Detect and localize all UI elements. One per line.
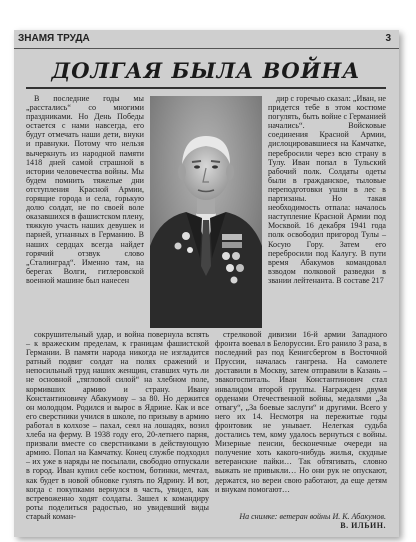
photo-caption: На снимке: ветеран войны И. К. Абакумов.	[239, 512, 386, 521]
article-author: В. ИЛЬИН.	[340, 521, 386, 530]
article-column-bottom-left	[26, 330, 209, 532]
veteran-portrait-image	[150, 96, 262, 328]
title-divider	[26, 87, 386, 89]
article-paragraph: сокрушительный удар, и война повернула вспять – к вражеским пределам, к границам фашистской Германии. В памяти народа никогда не изгладится ратный подвиг солдат на полях сражений и непосильный труд наших женщин, ставших чуть ли не основной „тягловой силой“ на хлебном поле, кормивших армию и страну. Ивану Константиновичу Абакумову – за 80. Но держится он молодцом. Родился и вырос в Ядрине. Как и все его сверстники учился в школе, по призыву в армию работал в колхозе – пахал, сеял на лошадях, возил хлеба на ферму. В 1938 году его, 20-летнего парня, призвали вместе со сверстниками в действующую армию. Попал на Камчатку. Конец службе подходил – их уже в наряды не посылали, свободно отпускали в город. Иван купил себе костюм, ботинки, мечтал, как будет в новой обновке гулять по Ядрину. И вот, когда с покупками вернулся в часть, увидел, как встревоженно ходят солдаты. Зашел к командиру роты поделиться радостью, но увидевший виды старый коман-	[26, 330, 209, 521]
article-footer	[214, 512, 386, 530]
article-paragraph: дир с горечью сказал: „Иван, не придется тебе в этом костюме погулять, быть войне с Германией начались“. Войсковые соединения Красной Армии, дислоцировавшиеся на Камчатке, перебросили через всю страну в Тулу. Иван попал в Тульский рабочий полк. Солдаты одеты были в гражданское, тыловые переподготовки ушли в лес в партизаны. Но такая необходимость отпала: началось наступление Красной Армии под Москвой. 16 декабря 1941 года полк освободил пригород Тулы – Косую Гору. Затем его перебросили под Калугу. В пути время Абакумов командовал взводом полковой разведки в звании лейтенанта. В составе 217	[268, 94, 386, 285]
newspaper-clipping	[14, 30, 399, 537]
article-paragraph: В последние годы мы „расстались“ со многими праздниками. Но День Победы остается с нами навсегда, его будут отмечать наши дети, внуки и правнуки. Потому что нельзя вычеркнуть из народной памяти 1418 дней самой страшной в истории человечества войны. Мы будем помнить тяжелые дни отступления Красной Армии, горящие города и села, горькую долю солдат, не по своей воле оказавшихся в фашистском плену, тяжкую участь наших девушек и парней, угнанных в Германию. В наших сердцах всегда найдет горячий отзвук слово „Сталинград“. Именно там, на берегах Волги, гитлеровской военной машине был нанесен	[26, 94, 144, 285]
newspaper-name: ЗНАМЯ ТРУДА	[18, 33, 90, 44]
article-column-left	[26, 94, 144, 326]
newspaper-header	[14, 32, 399, 49]
article-title: ДОЛГАЯ БЫЛА ВОЙНА	[51, 58, 361, 83]
article-column-bottom-right	[215, 330, 387, 532]
page-number: 3	[385, 33, 391, 44]
veteran-photo	[150, 96, 262, 328]
article-column-right	[268, 94, 386, 326]
article-paragraph: стрелковой дивизии 16-й армии Западного фронта воевал в Белоруссии. Его ранило 3 раза, в последний раз под Кенигсбергом в Восточной Пруссии, началась гангрена. На самолете доставили в Москву, затем отправили в Казань – эвакогоспиталь. Иван Константинович стал инвалидом второй группы. Награжден двумя орденами Отечественной войны, медалями „За отвагу“, „За боевые заслуги“ и другими. Всего у него их 14. Несмотря на пережитые годы фронтовик не унывает. Нелегкая судьба достались тем, кому удалось вернуться с войны. Мизерные пенсии, бесконечные очереди на получение хоть какого-нибудь жилья, скудные ветеранские пайки… Так обтягивать, словно выжать не привыкли… Но они рук не опускают, держатся, но вереи свою работают, да еще детям и внукам помогают…	[215, 330, 387, 494]
